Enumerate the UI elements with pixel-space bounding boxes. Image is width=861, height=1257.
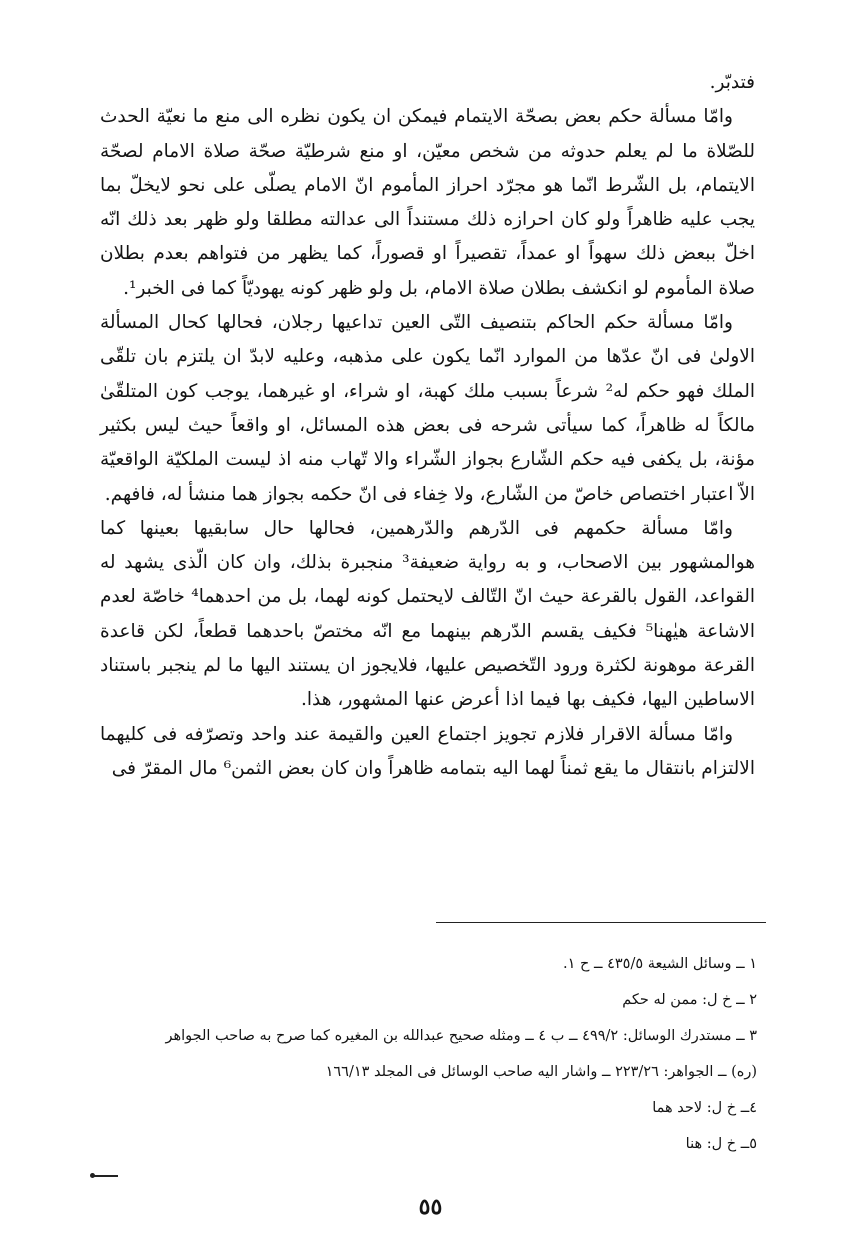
footnote-1: ١ ــ وسائل الشيعة ٤٣٥/٥ ــ ح ١. [563, 956, 757, 972]
footnote-4: ٤ــ خ ل: لاحد هما [652, 1100, 757, 1116]
paragraph-dirham: وامّا مسألة حكمهم فى الدّرهم والدّرهمين، فحالها حال سابقيها بعينها كما هوالمشهور بين الاصحاب، و به رواية ضعيفة³ منجبرة بذلك، وان كان الّذى يشهد له القواعد، القول بالقرعة حيث انّ التّالف لايحتمل كونه لهما، بل من احدهما⁴ خاصّة لعدم الاشاعة هيٰهنا⁵ فكيف يقسم الدّرهم بينهما مع انّه مختصّ باحدهما قطعاً، لكن قاعدة القرعة موهونة لكثرة ورود التّخصيص عليها، فلايجوز ان يستند اليها ما لم ينجبر باستناد الاساطين اليها، فكيف بها فيما اذا أعرض عنها المشهور، هذا. [100, 517, 756, 711]
footnote-separator [436, 922, 766, 923]
footnote-3-continued: (ره) ــ الجواهر: ٢٢٣/٢٦ ــ واشار اليه صاحب الوسائل فى المجلد ١٦٦/١٣ [325, 1064, 757, 1080]
page-number: ٥٥ [418, 1194, 443, 1220]
main-text [100, 66, 755, 786]
paragraph-imamate: وامّا مسألة حكم بعض بصحّة الايتمام فيمكن ان يكون نظره الى منع ما نعيّة الحدث للصّلاة ما لم يعلم حدوثه من شخص معيّن، او منع شرطيّة صحّة صلاة الامام لصحّة الايتمام، بل الشّرط انّما هو مجرّد احراز المأموم انّ الامام يصلّى على نحو لايخلّ بما يجب عليه ظاهراً ولو كان احرازه ذلك مستنداً الى عدالته مطلقا ولو ظهر بعد ذلك انّه اخلّ ببعض ذلك سهواً او عمداً، تقصيراً او قصوراً، كما يظهر من فتواهم بعدم بطلان صلاة المأموم لو انكشف بطلان صلاة الامام، بل ولو ظهر كونه يهوديّاً كما فى الخبر¹. [100, 106, 755, 299]
footnotes [100, 946, 757, 1162]
paragraph-confession: وامّا مسألة الاقرار فلازم تجويز اجتماع العين والقيمة عند واحد وتصرّفه فى كليهما الالتزام بانتقال ما يقع ثمناً لهما اليه بتمامه ظاهراً وان كان بعض الثمن⁶ مال المقرّ فى [100, 723, 755, 779]
footnote-2: ٢ ــ خ ل: ممن له حكم [622, 992, 757, 1008]
footnote-5: ٥ــ خ ل: هنا [685, 1136, 757, 1152]
continuation-mark [94, 1175, 118, 1177]
footnote-3: ٣ ــ مستدرك الوسائل: ٤٩٩/٢ ــ ب ٤ ــ ومثله صحيح عبدالله بن المغيره كما صرح به صاحب الجواهر [165, 1028, 757, 1044]
paragraph-opening: فتدبّر. [709, 72, 755, 93]
paragraph-judge-ruling: وامّا مسألة حكم الحاكم بتنصيف التّى العين تداعيها رجلان، فحالها كحال المسألة الاولىٰ فى انّ عدّها من الموارد انّما يكون على مذهبه، وعليه لابدّ ان يلتزم بان تلقّى الملك فهو حكم له² شرعاً بسبب ملك كهبة، او شراء، او غيرهما، يوجب كون المتلقّىٰ مالكاً له ظاهراً، كما سيأتى شرحه فى بعض هذه المسائل، او واقعاً حيث ليس بكثير مؤنة، بل يكفى فيه حكم الشّارع بجواز الشّراء والا تّهاب منه اذ ليست الملكيّة الواقعيّة الاّ اعتبار اختصاص خاصّ من الشّارع، ولا خِفاء فى انّ حكمه بجواز هما منشأ له، فافهم. [100, 312, 756, 505]
